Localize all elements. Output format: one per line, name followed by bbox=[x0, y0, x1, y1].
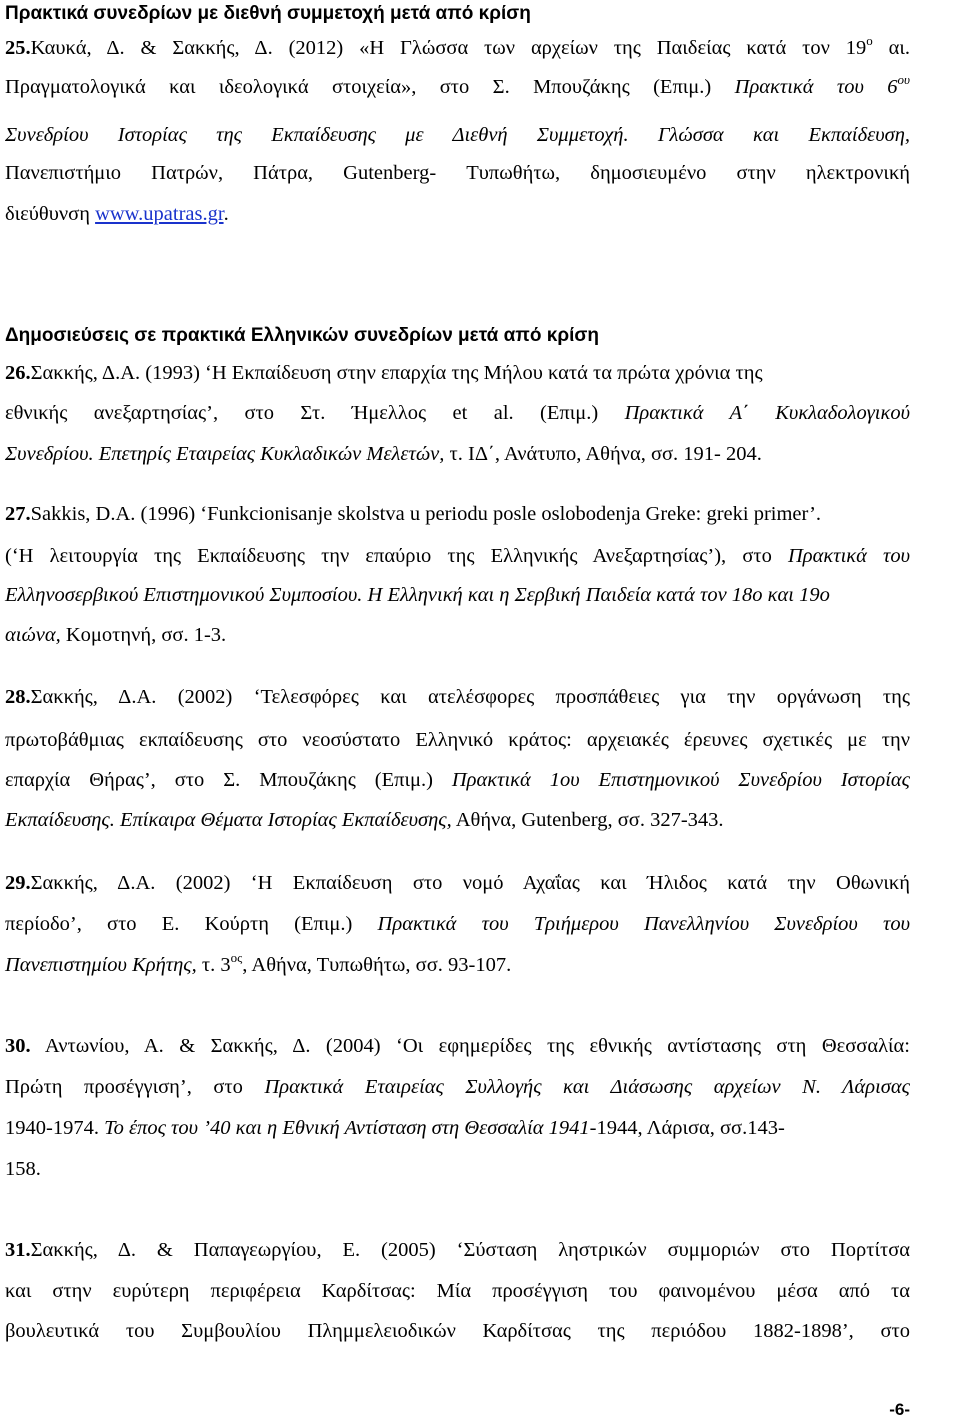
text-line bbox=[5, 622, 910, 648]
text-segment: Το έπος του ’40 και η Εθνική Αντίσταση στη Θεσσαλία 1941 bbox=[104, 1117, 590, 1139]
text-segment: . bbox=[223, 203, 229, 225]
text-segment: 28. bbox=[5, 686, 31, 708]
text-segment: Πρακτικά του Τριήμερου Πανελληνίου Συνεδρίου του bbox=[377, 913, 910, 935]
text-line bbox=[5, 543, 910, 569]
text-segment: βουλευτικά του Συμβουλίου Πλημμελειοδικών Καρδίτσας της περιόδου 1882-1898’, στο bbox=[5, 1320, 910, 1342]
text-line bbox=[5, 1115, 910, 1141]
text-segment: διεύθυνση bbox=[5, 203, 96, 225]
text-segment: Σακκής, Δ.Α. (1993) ‘Η Εκπαίδευση στην επαρχία της Μήλου κατά τα πρώτα χρόνια της bbox=[30, 362, 763, 384]
text-segment: Σακκής, Δ.Α. (2002) ‘Τελεσφόρες και ατελέσφορες προσπάθειες για την οργάνωση της bbox=[30, 686, 910, 708]
text-segment: ο bbox=[866, 33, 873, 48]
text-line bbox=[5, 870, 910, 896]
text-segment: Sakkis, D.A. (1996) ‘Funkcionisanje skolstva u periodu posle oslobodenja Greke: greki primer’. bbox=[30, 503, 822, 525]
text-line bbox=[5, 1074, 910, 1100]
text-line bbox=[5, 74, 910, 100]
text-line bbox=[5, 441, 910, 467]
text-line bbox=[5, 767, 910, 793]
text-segment: Γλώσσα και Εκπαίδευση, bbox=[657, 124, 911, 146]
text-line bbox=[5, 1318, 910, 1344]
text-segment: -1944, Λάρισα, σσ.143- bbox=[589, 1117, 785, 1139]
text-segment: Η Ελληνική και η Σερβική Παιδεία κατά τον 18ο και 19ο bbox=[367, 584, 830, 606]
text-line bbox=[5, 360, 910, 386]
text-line bbox=[5, 400, 910, 426]
text-segment: Επετηρίς Εταιρείας Κυκλαδικών Μελετών, bbox=[98, 443, 445, 465]
text-segment: Πρακτικά του bbox=[788, 545, 911, 567]
text-line bbox=[5, 727, 910, 753]
text-segment: ος bbox=[230, 950, 243, 965]
section-heading: Δημοσιεύσεις σε πρακτικά Ελληνικών συνεδρίων μετά από κρίση bbox=[5, 325, 599, 346]
text-segment: Πανεπιστημίου Κρήτης, bbox=[5, 954, 197, 976]
text-segment: Πανεπιστήμιο Πατρών, Πάτρα, Gutenberg- Τυπωθήτω, δημοσιευμένο στην ηλεκτρονική bbox=[5, 162, 910, 184]
text-segment: Επίκαιρα Θέματα Ιστορίας Εκπαίδευσης, bbox=[119, 809, 452, 831]
text-segment: εθνικής ανεξαρτησίας’, στο Στ. Ήμελλος et al. (Επιμ.) bbox=[5, 402, 625, 424]
section-heading: Πρακτικά συνεδρίων με διεθνή συμμετοχή μετά από κρίση bbox=[5, 3, 531, 24]
text-line bbox=[5, 952, 910, 978]
text-segment: αι. bbox=[872, 37, 910, 59]
url-link[interactable]: www.upatras.gr bbox=[95, 203, 224, 225]
text-segment bbox=[629, 124, 658, 146]
text-line bbox=[5, 582, 910, 608]
text-line bbox=[5, 1033, 910, 1059]
page-number: -6- bbox=[889, 1400, 910, 1419]
text-segment: Συνεδρίου. bbox=[5, 443, 94, 465]
text-segment: 29. bbox=[5, 872, 31, 894]
text-line bbox=[5, 911, 910, 937]
text-line bbox=[5, 122, 910, 148]
text-segment: Πρακτικά Εταιρείας Συλλογής και Διάσωσης αρχείων Ν. Λάρισας bbox=[264, 1076, 910, 1098]
text-line bbox=[5, 501, 910, 527]
text-segment: 25. bbox=[5, 37, 31, 59]
text-line bbox=[5, 684, 910, 710]
text-segment: Ελληνοσερβικού Επιστημονικού Συμποσίου. bbox=[5, 584, 363, 606]
text-segment: 27. bbox=[5, 503, 31, 525]
text-line bbox=[5, 0, 910, 27]
text-segment: Πρώτη προσέγγιση’, στο bbox=[5, 1076, 265, 1098]
text-segment: τ. 3 bbox=[196, 954, 231, 976]
text-segment: 26. bbox=[5, 362, 31, 384]
text-segment: 1940-1974. bbox=[5, 1117, 105, 1139]
text-segment: 31. bbox=[5, 1239, 31, 1261]
text-line bbox=[5, 160, 910, 186]
text-segment: περίοδο’, στο Ε. Κούρτη (Επιμ.) bbox=[5, 913, 378, 935]
text-line bbox=[5, 1156, 910, 1182]
text-line bbox=[5, 35, 910, 61]
text-segment: , Αθήνα, Τυπωθήτω, σσ. 93-107. bbox=[242, 954, 512, 976]
text-segment: Πρακτικά του 6 bbox=[734, 76, 898, 98]
text-segment: Καυκά, Δ. & Σακκής, Δ. (2012) «Η Γλώσσα των αρχείων της Παιδείας κατά τον 19 bbox=[30, 37, 867, 59]
text-segment: (‘Η λειτουργία της Εκπαίδευσης την επαύριο της Ελληνικής Ανεξαρτησίας’), στο bbox=[5, 545, 788, 567]
text-segment: Αντωνίου, Α. & Σακκής, Δ. (2004) ‘Οι εφημερίδες της εθνικής αντίστασης στη Θεσσαλία: bbox=[30, 1035, 910, 1057]
text-segment: ου bbox=[897, 72, 910, 87]
text-segment: Σακκής, Δ. & Παπαγεωργίου, Ε. (2005) ‘Σύσταση ληστρικών συμμοριών στο Πορτίτσα bbox=[30, 1239, 910, 1261]
text-line bbox=[5, 1278, 910, 1304]
text-segment: πρωτοβάθμιας εκπαίδευσης στο νεοσύστατο Ελληνικό κράτος: αρχειακές έρευνες σχετικές με την bbox=[5, 729, 910, 751]
text-line bbox=[5, 1237, 910, 1263]
text-segment: Κομοτηνή, σσ. 1-3. bbox=[60, 624, 227, 646]
text-line bbox=[5, 201, 910, 227]
text-segment: Πραγματολογικά και ιδεολογικά στοιχεία», στο Σ. Μπουζάκης (Επιμ.) bbox=[5, 76, 735, 98]
text-segment: Συνεδρίου Ιστορίας της Εκπαίδευσης με Διεθνή Συμμετοχή. bbox=[5, 124, 629, 146]
text-segment: Αθήνα, Gutenberg, σσ. 327-343. bbox=[451, 809, 724, 831]
text-line bbox=[5, 807, 910, 833]
text-line bbox=[5, 322, 910, 349]
text-segment: τ. ΙΔ΄, Ανάτυπο, Αθήνα, σσ. 191- 204. bbox=[444, 443, 762, 465]
text-segment: 158. bbox=[5, 1158, 41, 1180]
text-segment: Πρακτικά Α΄ Κυκλαδολογικού bbox=[624, 402, 910, 424]
text-segment: 30. bbox=[5, 1035, 31, 1057]
text-segment: Πρακτικά 1ου Επιστημονικού Συνεδρίου Ιστορίας bbox=[451, 769, 910, 791]
text-segment: και στην ευρύτερη περιφέρεια Καρδίτσας: Μία προσέγγιση του φαινομένου μέσα από τα bbox=[5, 1280, 910, 1302]
text-segment: επαρχία Θήρας’, στο Σ. Μπουζάκης (Επιμ.) bbox=[5, 769, 452, 791]
text-segment: Εκπαίδευσης. bbox=[5, 809, 115, 831]
text-segment: αιώνα, bbox=[5, 624, 61, 646]
text-segment: Σακκής, Δ.Α. (2002) ‘Η Εκπαίδευση στο νομό Αχαΐας και Ήλιδος κατά την Οθωνική bbox=[30, 872, 910, 894]
